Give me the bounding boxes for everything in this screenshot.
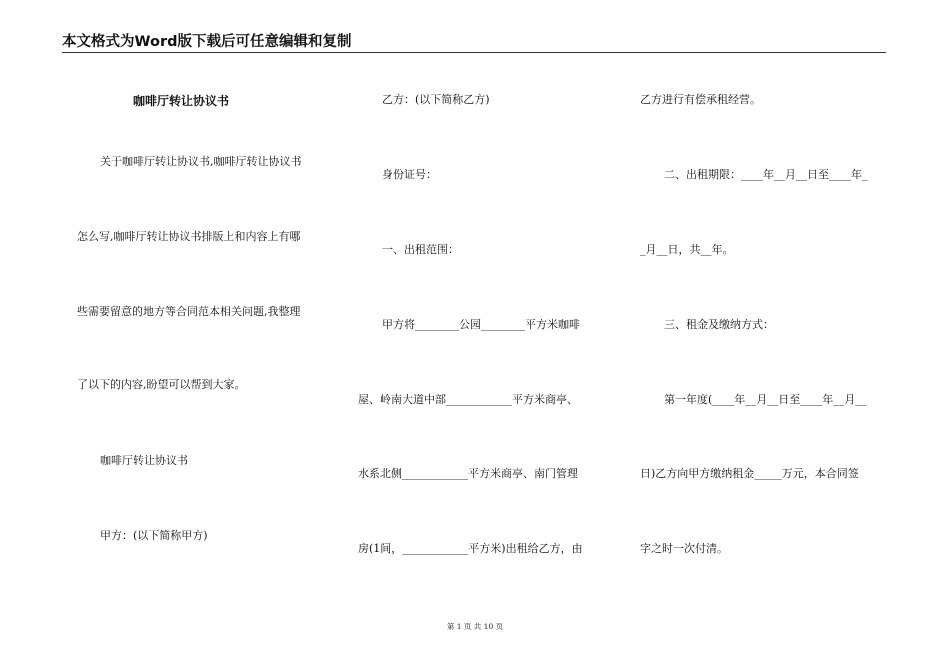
header-notice: 本文格式为Word版下载后可任意编辑和复制 [62,34,352,50]
col3-line: 乙方进行有偿承租经营。 [640,93,761,106]
col1-line: 些需要留意的地方等合同范本相关问题,我整理 [77,305,301,318]
col2-section-heading: 一、出租范围： [382,243,459,256]
col2-line: 水系北侧____________平方米商亭、南门管理 [358,467,578,480]
col3-line: _月__日，共__年。 [640,243,734,256]
col2-line: 身份证号： [382,168,437,181]
col2-line: 屋、岭南大道中部____________平方米商亭、 [358,393,578,406]
col1-line: 了以下的内容,盼望可以帮到大家。 [77,378,246,391]
col2-line: 甲方将________公园________平方米咖啡 [382,318,580,331]
col2-line: 乙方：(以下简称乙方) [382,93,490,106]
document-title: 咖啡厅转让协议书 [133,94,230,108]
col3-section-heading: 三、租金及缴纳方式： [664,318,774,331]
col1-line: 关于咖啡厅转让协议书,咖啡厅转让协议书 [100,155,302,168]
col1-line: 怎么写,咖啡厅转让协议书排版上和内容上有哪 [77,230,301,243]
col1-subtitle: 咖啡厅转让协议书 [100,454,188,467]
document-header [62,34,886,53]
page-number: 第 1 页 共 10 页 [446,622,504,631]
col3-section-heading: 二、出租期限：____年__月__日至____年_ [664,168,868,181]
col3-line: 字之时一次付清。 [640,542,728,555]
col3-line: 日)乙方向甲方缴纳租金_____万元，本合同签 [640,467,859,480]
col1-line: 甲方：(以下简称甲方) [100,529,208,542]
col3-line: 第一年度(____年__月__日至____年__月__ [664,393,867,406]
col2-line: 房(1间，____________平方米)出租给乙方，由 [358,542,583,555]
